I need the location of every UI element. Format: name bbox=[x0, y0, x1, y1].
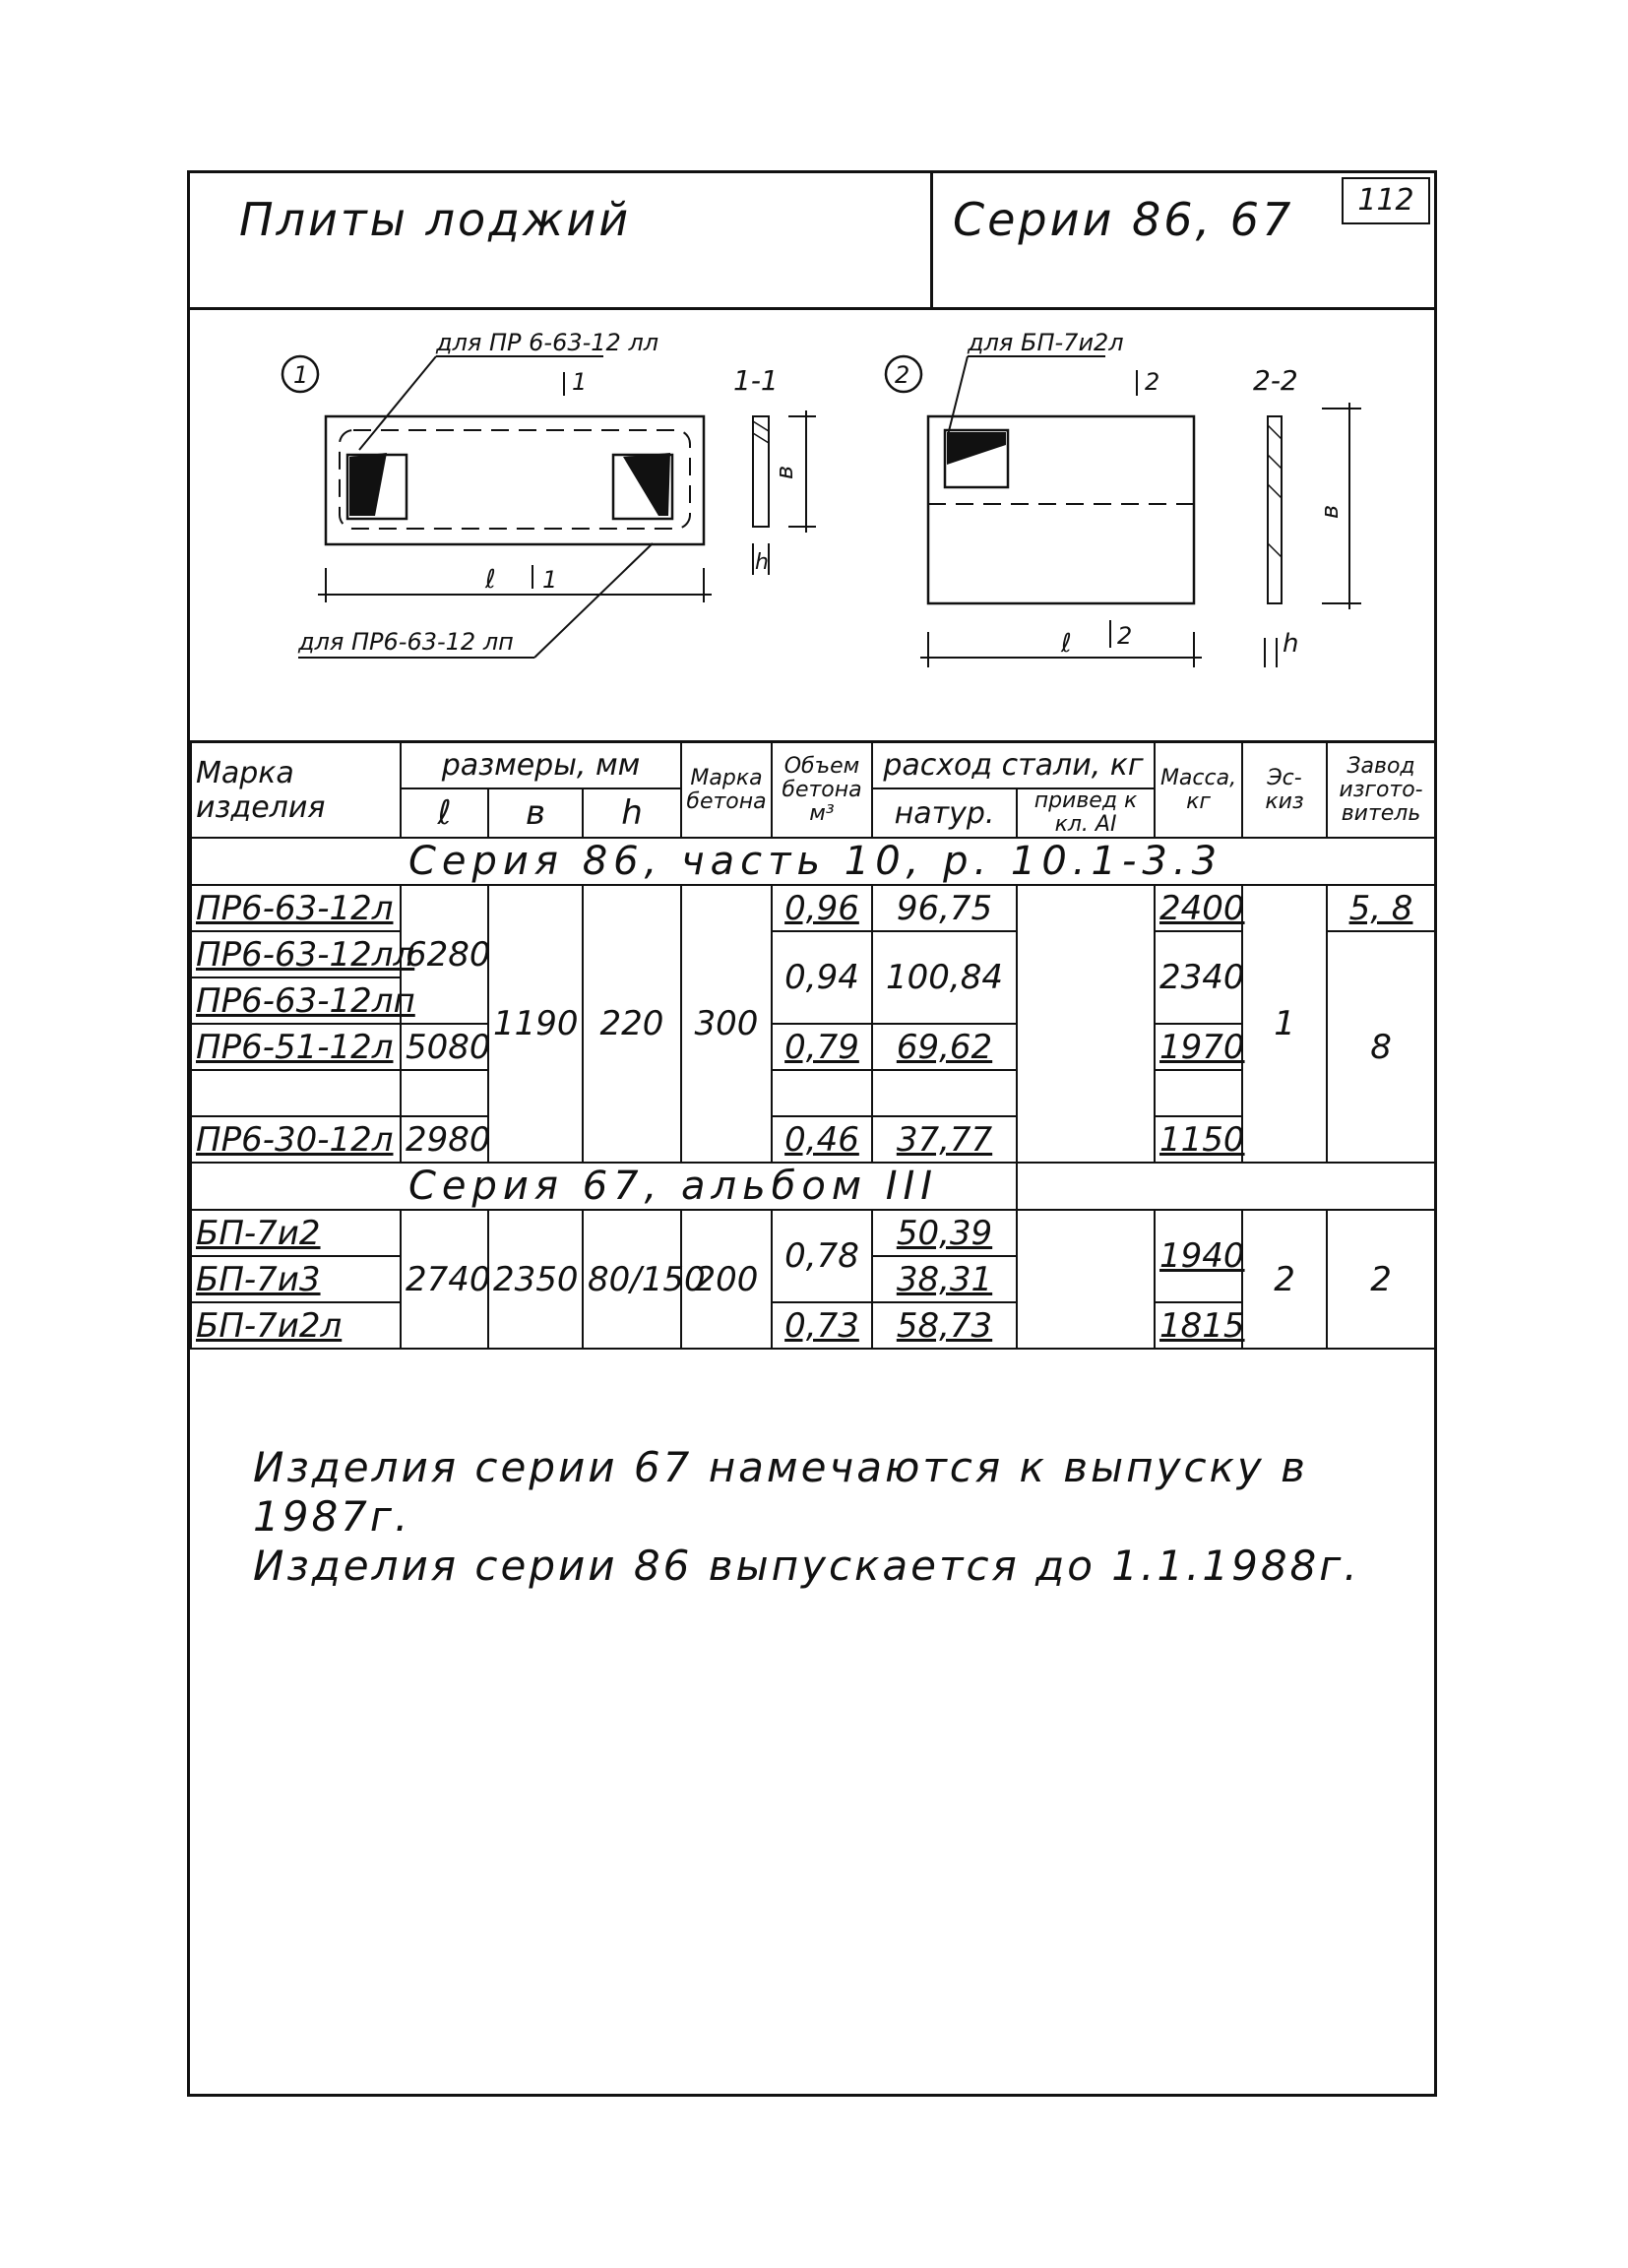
drawing-2 bbox=[886, 329, 1361, 667]
header-h: h bbox=[583, 788, 681, 838]
header-row-1 bbox=[191, 742, 1435, 789]
row-mark bbox=[191, 1070, 401, 1116]
cell-l: 6280 bbox=[401, 885, 488, 1024]
leader-line bbox=[948, 356, 968, 435]
section-mark-2-top: 2 bbox=[1145, 368, 1160, 396]
cell-mass: 1150 bbox=[1155, 1116, 1242, 1163]
leader-top-2-label: для БП-7и2л bbox=[968, 329, 1124, 356]
cell-mass: 2340 bbox=[1155, 931, 1242, 1024]
marker-2-label: 2 bbox=[895, 361, 910, 389]
cell-steel: 96,75 bbox=[872, 885, 1017, 931]
cell-l bbox=[401, 1070, 488, 1116]
drawing-sheet bbox=[187, 170, 1437, 2097]
hatch-line bbox=[1268, 484, 1282, 498]
dim-length-2: ℓ bbox=[1061, 629, 1072, 659]
header-factory: Завод изгото- витель bbox=[1327, 742, 1435, 839]
cell-steel: 50,39 bbox=[872, 1210, 1017, 1256]
row-mark: ПР6-63-12л bbox=[191, 885, 401, 931]
header-mark: Марка изделия bbox=[191, 742, 401, 839]
section-row-67 bbox=[191, 1163, 1435, 1210]
window-shading bbox=[349, 453, 387, 516]
cell-steel: 100,84 bbox=[872, 931, 1017, 1024]
cell-sketch: 1 bbox=[1242, 885, 1327, 1163]
section-title-1: 1-1 bbox=[733, 364, 779, 397]
header-steel-natural: натур. bbox=[872, 788, 1017, 838]
cell-volume: 0,96 bbox=[772, 885, 872, 931]
section-mark-1-top: 1 bbox=[572, 368, 588, 396]
cell-steel: 37,77 bbox=[872, 1116, 1017, 1163]
header-dims: размеры, мм bbox=[401, 742, 681, 789]
cell-l: 5080 bbox=[401, 1024, 488, 1070]
cell-steel: 69,62 bbox=[872, 1024, 1017, 1070]
section-67-label: Серия 67, альбом III bbox=[191, 1163, 1017, 1210]
row-mark: ПР6-30-12л bbox=[191, 1116, 401, 1163]
hatch-line bbox=[1268, 543, 1282, 557]
row-mark: ПР6-63-12лп bbox=[191, 977, 401, 1024]
cell-mass: 1970 bbox=[1155, 1024, 1242, 1070]
cell-volume: 0,79 bbox=[772, 1024, 872, 1070]
hatch-line bbox=[1268, 425, 1282, 439]
row-mark: ПР6-63-12лл bbox=[191, 931, 401, 977]
section-profile-1 bbox=[753, 416, 769, 527]
drawings-svg bbox=[190, 307, 1434, 740]
marker-1-label: 1 bbox=[293, 361, 309, 389]
cell-steel: 58,73 bbox=[872, 1302, 1017, 1349]
dim-h-2: h bbox=[1283, 629, 1299, 659]
dim-b-2: в bbox=[1316, 504, 1344, 519]
header-b: в bbox=[488, 788, 583, 838]
spec-table bbox=[190, 740, 1436, 1350]
cell-l: 2740 bbox=[401, 1210, 488, 1349]
section-title-2: 2-2 bbox=[1253, 364, 1298, 397]
cell-factory: 8 bbox=[1327, 931, 1435, 1163]
cell-steel-reduced bbox=[1017, 1210, 1155, 1349]
leader-bottom-1-label: для ПР6-63-12 лп bbox=[298, 628, 514, 656]
section-profile-2 bbox=[1268, 416, 1282, 603]
cell-mass: 1940 bbox=[1155, 1210, 1242, 1302]
table-row bbox=[191, 1210, 1435, 1256]
note-line-2: Изделия серии 86 выпускается до 1.1.1988г. bbox=[253, 1542, 1360, 1590]
cell-mass: 1815 bbox=[1155, 1302, 1242, 1349]
cell-volume: 0,78 bbox=[772, 1210, 872, 1302]
cell-sketch: 2 bbox=[1242, 1210, 1327, 1349]
section-86-label: Серия 86, часть 10, р. 10.1-3.3 bbox=[191, 838, 1435, 885]
cell-grade: 300 bbox=[681, 885, 772, 1163]
row-mark: БП-7и3 bbox=[191, 1256, 401, 1302]
cell-volume: 0,94 bbox=[772, 931, 872, 1024]
section-67-empty bbox=[1017, 1163, 1435, 1210]
cell-volume: 0,46 bbox=[772, 1116, 872, 1163]
header-steel: расход стали, кг bbox=[872, 742, 1155, 789]
header-steel-reduced: привед к кл. АI bbox=[1017, 788, 1155, 838]
section-mark-2-bottom: 2 bbox=[1117, 622, 1133, 650]
cell-grade: 200 bbox=[681, 1210, 772, 1349]
table-row bbox=[191, 885, 1435, 931]
cell-volume bbox=[772, 1070, 872, 1116]
drawings-area bbox=[190, 307, 1434, 740]
header-mass: Масса, кг bbox=[1155, 742, 1242, 839]
hatch-line bbox=[753, 421, 769, 431]
cell-l: 2980 bbox=[401, 1116, 488, 1163]
cell-factory: 2 bbox=[1327, 1210, 1435, 1349]
header-concrete-grade: Марка бетона bbox=[681, 742, 772, 839]
cell-steel-reduced bbox=[1017, 885, 1155, 1163]
header-sketch: Эс- киз bbox=[1242, 742, 1327, 839]
window-shading bbox=[623, 453, 670, 516]
hatch-line bbox=[1268, 455, 1282, 469]
leader-top-1-label: для ПР 6-63-12 лл bbox=[436, 329, 659, 356]
cell-h: 220 bbox=[583, 885, 681, 1163]
cell-factory: 5, 8 bbox=[1327, 885, 1435, 931]
row-mark: ПР6-51-12л bbox=[191, 1024, 401, 1070]
cell-b: 1190 bbox=[488, 885, 583, 1163]
page-title: Плиты лоджий bbox=[239, 193, 632, 246]
sheet-number: 112 bbox=[1342, 177, 1430, 224]
dim-length-1: ℓ bbox=[485, 565, 496, 595]
note-line-1: Изделия серии 67 намечаются к выпуску в 1987г. bbox=[253, 1443, 1308, 1541]
dim-b-1: в bbox=[771, 465, 798, 479]
dim-h-1: h bbox=[755, 550, 769, 575]
leader-line bbox=[359, 356, 436, 450]
header-divider bbox=[930, 173, 933, 307]
cell-steel bbox=[872, 1070, 1017, 1116]
series-title: Серии 86, 67 bbox=[953, 193, 1294, 246]
header-row bbox=[190, 173, 1434, 310]
row-mark: БП-7и2л bbox=[191, 1302, 401, 1349]
leader-line bbox=[534, 543, 653, 658]
section-row-86 bbox=[191, 838, 1435, 885]
cell-mass: 2400 bbox=[1155, 885, 1242, 931]
cell-b: 2350 bbox=[488, 1210, 583, 1349]
window-shading bbox=[947, 432, 1006, 465]
cell-h: 80/150 bbox=[583, 1210, 681, 1349]
section-mark-1-bottom: 1 bbox=[542, 566, 558, 594]
cell-steel: 38,31 bbox=[872, 1256, 1017, 1302]
header-concrete-volume: Объем бетона м³ bbox=[772, 742, 872, 839]
notes bbox=[253, 1443, 1434, 1591]
row-mark: БП-7и2 bbox=[191, 1210, 401, 1256]
cell-mass bbox=[1155, 1070, 1242, 1116]
drawing-1 bbox=[282, 329, 816, 658]
hatch-line bbox=[753, 433, 769, 443]
header-l: ℓ bbox=[401, 788, 488, 838]
cell-volume: 0,73 bbox=[772, 1302, 872, 1349]
